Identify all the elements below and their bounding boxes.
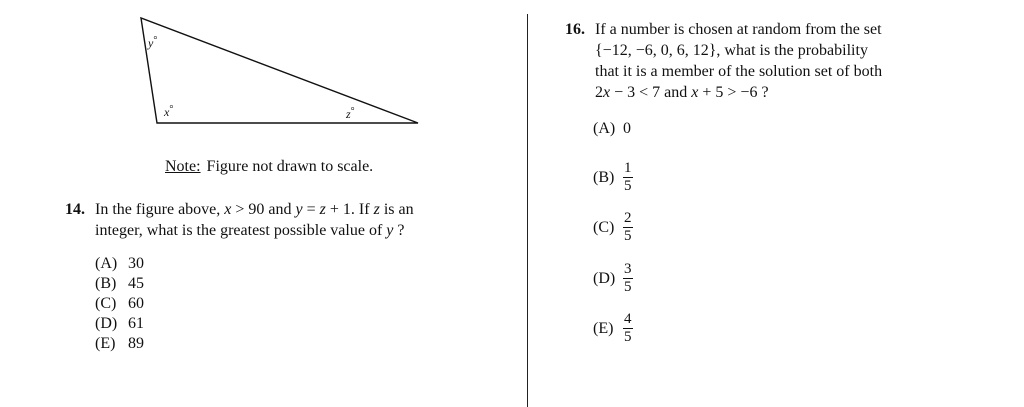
question-text-line-1: In the figure above, x > 90 and y = z + 1. If z is an	[95, 201, 414, 218]
answer-choice[interactable]: (A) 0	[593, 120, 631, 138]
question-text-line-4: 2x − 3 < 7 and x + 5 > −6 ?	[595, 84, 769, 101]
question-text-line-2: {−12, −6, 0, 6, 12}, what is the probability	[595, 42, 868, 59]
question-16	[565, 19, 985, 103]
figure-note	[165, 158, 373, 176]
question-number: 16.	[565, 21, 585, 38]
fraction: $\frac{4}{5}$	[624, 311, 632, 345]
note-label: Note:	[165, 158, 201, 175]
fraction: $\frac{3}{5}$	[624, 261, 632, 295]
answer-choice[interactable]: (D) $\frac{3}{5}$	[593, 261, 632, 295]
angle-z-label: z°	[346, 106, 355, 121]
triangle-figure	[130, 12, 430, 132]
angle-y-label: y°	[148, 35, 158, 50]
answer-choice[interactable]: (D) 61	[95, 315, 144, 332]
question-number: 14.	[65, 201, 85, 218]
fraction: $\frac{2}{5}$	[624, 210, 632, 244]
answer-choices-14	[95, 254, 144, 354]
triangle-diagram	[130, 12, 430, 132]
question-text-line-3: that it is a member of the solution set of both	[595, 63, 883, 80]
column-divider	[527, 14, 528, 407]
answer-choice[interactable]: (B) 45	[95, 275, 144, 292]
fraction: $\frac{1}{5}$	[624, 160, 632, 194]
answer-choice[interactable]: (E) 89	[95, 335, 144, 352]
answer-choice[interactable]: (C) 60	[95, 295, 144, 312]
answer-choice[interactable]: (E) $\frac{4}{5}$	[593, 311, 632, 345]
question-text-line-1: If a number is chosen at random from the set	[595, 21, 882, 38]
triangle-shape	[141, 18, 418, 123]
question-14	[65, 199, 505, 241]
answer-choice[interactable]: (A) 30	[95, 255, 144, 272]
answer-choice[interactable]: (B) $\frac{1}{5}$	[593, 160, 632, 194]
question-text-line-2: integer, what is the greatest possible value of y ?	[95, 222, 405, 239]
angle-x-label: x°	[164, 104, 174, 119]
answer-choice[interactable]: (C) $\frac{2}{5}$	[593, 210, 632, 244]
note-text: Figure not drawn to scale.	[206, 158, 374, 175]
